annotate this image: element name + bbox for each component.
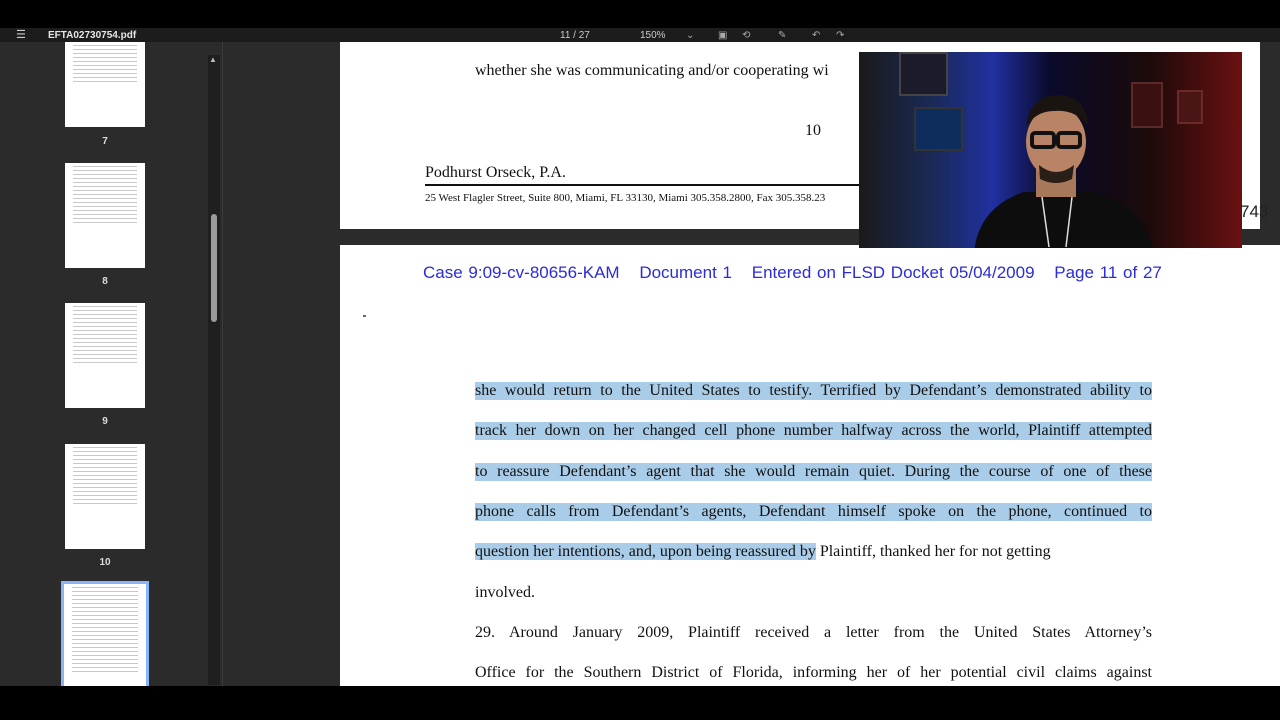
- pdf-page-11: [340, 245, 1280, 686]
- thumbnail-label: 7: [102, 136, 108, 147]
- streamer-person: [954, 87, 1159, 248]
- page-thumbnail-selected[interactable]: [64, 584, 146, 689]
- sidebar-scrollbar-thumb[interactable]: [211, 214, 217, 322]
- body-line-highlighted[interactable]: she would return to the United States to testify. Terrified by Defendant’s demonstrated ability to: [475, 382, 1152, 399]
- document-title: EFTA02730754.pdf: [48, 30, 137, 41]
- docket-entry: Entered on FLSD Docket 05/04/2009: [751, 263, 1035, 282]
- chevron-down-icon[interactable]: ⌄: [686, 30, 695, 41]
- body-line-partial-highlight[interactable]: question her intentions, and, upon being reassured by Plaintiff, thanked her for not getting: [475, 543, 1051, 560]
- scroll-up-icon[interactable]: ▲: [209, 55, 217, 64]
- firm-name: Podhurst Orseck, P.A.: [425, 164, 566, 181]
- body-line-highlighted[interactable]: to reassure Defendant’s agent that she would remain quiet. During the course of one of these: [475, 463, 1152, 480]
- wall-frame: [899, 52, 948, 96]
- fit-page-icon[interactable]: ▣: [718, 30, 728, 41]
- hamburger-menu-icon[interactable]: ☰: [16, 29, 26, 41]
- zoom-level[interactable]: 150%: [640, 30, 666, 41]
- page-number: 10: [805, 122, 821, 139]
- page-thumbnail[interactable]: [65, 444, 145, 549]
- sidebar-scrollbar-track[interactable]: [208, 55, 220, 685]
- draw-icon[interactable]: ✎: [778, 30, 787, 41]
- overflow-page-number: 743: [1240, 202, 1269, 221]
- thumbnail-label: 10: [99, 557, 111, 568]
- page-thumbnail[interactable]: [65, 303, 145, 408]
- page-text-line: whether she was communicating and/or cooperating wi: [475, 62, 829, 79]
- body-line-highlighted[interactable]: phone calls from Defendant’s agents, Defendant himself spoke on the phone, continued to: [475, 503, 1152, 520]
- body-line-highlighted[interactable]: track her down on her changed cell phone number halfway across the world, Plaintiff attempted: [475, 422, 1152, 439]
- thumbnail-label: 8: [102, 276, 108, 287]
- page-thumbnail[interactable]: [65, 42, 145, 127]
- page-of-total: Page 11 of 27: [1054, 263, 1162, 282]
- bottom-black-bar: [0, 686, 1280, 720]
- case-number: Case 9:09-cv-80656-KAM: [423, 263, 620, 282]
- firm-address: 25 West Flagler Street, Suite 800, Miami, FL 33130, Miami 305.358.2800, Fax 305.358.23: [425, 192, 826, 204]
- webcam-overlay: [859, 52, 1242, 248]
- wall-frame: [1177, 90, 1203, 124]
- redo-icon[interactable]: ↷: [836, 30, 845, 41]
- thumbnail-label: 9: [102, 416, 108, 427]
- body-line[interactable]: involved.: [475, 584, 535, 601]
- rotate-icon[interactable]: ⟲: [742, 30, 751, 41]
- undo-icon[interactable]: ↶: [812, 30, 821, 41]
- page-indicator[interactable]: 11 / 27: [560, 30, 590, 41]
- speck: [363, 315, 366, 317]
- document-number: Document 1: [639, 263, 732, 282]
- page-thumbnail[interactable]: [65, 163, 145, 268]
- case-header: [423, 263, 1176, 283]
- body-line[interactable]: Office for the Southern District of Florida, informing her of her potential civil claims against: [475, 664, 1152, 681]
- body-line-paragraph-29[interactable]: 29. Around January 2009, Plaintiff received a letter from the United States Attorney’s: [475, 624, 1152, 641]
